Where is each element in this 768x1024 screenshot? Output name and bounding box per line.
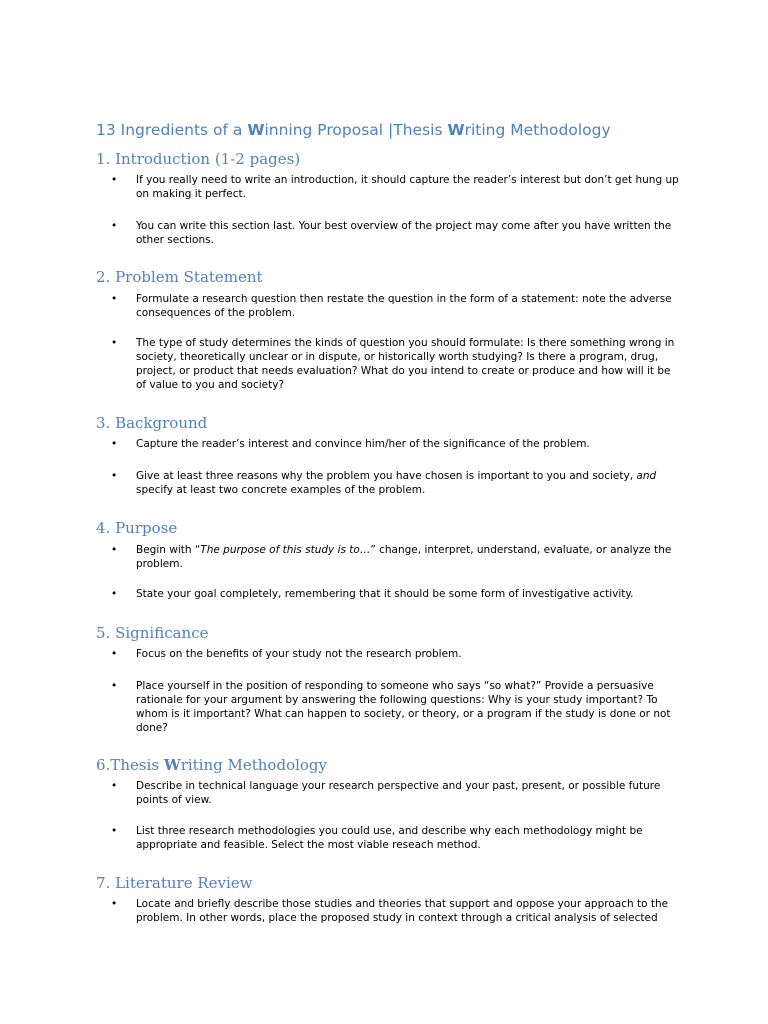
list-item <box>111 679 681 735</box>
list-item <box>111 336 681 392</box>
bullet-icon: • <box>111 174 118 186</box>
bullet-icon: • <box>111 544 118 556</box>
title-text-1: 13 Ingredients of a <box>96 121 248 139</box>
section-heading-literature-review: 7. Literature Review <box>96 874 253 892</box>
heading-bold-w: W <box>163 756 181 774</box>
text-run: ” change, interpret, understand, evaluate, or analyze the problem. <box>136 544 672 570</box>
section-heading-problem-statement: 2. Problem Statement <box>96 268 263 286</box>
list-item <box>111 219 681 247</box>
italic-run: and <box>636 470 657 482</box>
bullet-text: State your goal completely, remembering that it should be some form of investigative activity. <box>136 588 634 600</box>
bullet-text: Focus on the benefits of your study not the research problem. <box>136 648 462 660</box>
bullet-text: List three research methodologies you could use, and describe why each methodology might be appropriate and feasible. Select the most viable reseach method. <box>136 825 643 851</box>
title-bold-w-2: W <box>447 121 465 139</box>
bullet-text: The type of study determines the kinds of question you should formulate: Is there something wrong in society, theoretically unclear or in dispute, or historically worth studying? Is there a program, drug, project, or product that needs evaluation? What do you intend to create or produce and how will it be of value to you and society? <box>136 337 675 391</box>
italic-run: The purpose of this study is to… <box>200 544 371 556</box>
heading-text: riting Methodology <box>180 756 328 774</box>
list-item <box>111 824 681 852</box>
list-item <box>111 587 681 601</box>
bullet-icon: • <box>111 898 118 910</box>
list-item <box>111 437 681 451</box>
bullet-text: Capture the reader’s interest and convince him/her of the significance of the problem. <box>136 438 590 450</box>
bullet-icon: • <box>111 438 118 450</box>
bullet-text: You can write this section last. Your best overview of the project may come after you have written the other sections. <box>136 220 672 246</box>
title-bold-w-1: W <box>247 121 265 139</box>
section-heading-significance: 5. Significance <box>96 624 209 642</box>
bullet-text <box>136 469 681 497</box>
list-item <box>111 779 681 807</box>
bullet-text: If you really need to write an introduction, it should capture the reader’s interest but don’t get hung up on making it perfect. <box>136 174 679 200</box>
list-item <box>111 897 681 925</box>
text-run: Give at least three reasons why the problem you have chosen is important to you and society, <box>136 470 637 482</box>
bullet-text: Place yourself in the position of responding to someone who says “so what?” Provide a persuasive rationale for your argument by answering the following questions: Why is your study important? To whom is it important? What can happen to society, or theory, or a program if the study is done or not done? <box>136 680 671 734</box>
bullet-icon: • <box>111 588 118 600</box>
bullet-icon: • <box>111 293 118 305</box>
bullet-icon: • <box>111 470 118 482</box>
bullet-icon: • <box>111 648 118 660</box>
bullet-text: Describe in technical language your research perspective and your past, present, or possible future points of view. <box>136 780 661 806</box>
bullet-text <box>136 543 681 571</box>
bullet-text: Locate and briefly describe those studies and theories that support and oppose your approach to the problem. In other words, place the proposed study in context through a critical analysis of selected <box>136 898 669 924</box>
bullet-icon: • <box>111 825 118 837</box>
list-item <box>111 543 681 571</box>
section-heading-methodology <box>96 755 327 775</box>
list-item <box>111 292 681 320</box>
section-heading-purpose: 4. Purpose <box>96 519 178 537</box>
text-run: specify at least two concrete examples of the problem. <box>136 484 426 496</box>
bullet-icon: • <box>111 220 118 232</box>
bullet-text: Formulate a research question then restate the question in the form of a statement: note the adverse consequences of the problem. <box>136 293 672 319</box>
bullet-icon: • <box>111 780 118 792</box>
title-text-3: riting Methodology <box>464 121 611 139</box>
bullet-icon: • <box>111 337 118 349</box>
title-text-2: inning Proposal |Thesis <box>264 121 448 139</box>
text-run: Begin with “ <box>136 544 201 556</box>
section-heading-background: 3. Background <box>96 414 208 432</box>
bullet-icon: • <box>111 680 118 692</box>
document-title <box>96 120 611 140</box>
section-heading-introduction: 1. Introduction (1-2 pages) <box>96 150 301 168</box>
heading-text: 6.Thesis <box>96 756 164 774</box>
list-item <box>111 647 681 661</box>
list-item <box>111 469 681 497</box>
list-item <box>111 173 681 201</box>
